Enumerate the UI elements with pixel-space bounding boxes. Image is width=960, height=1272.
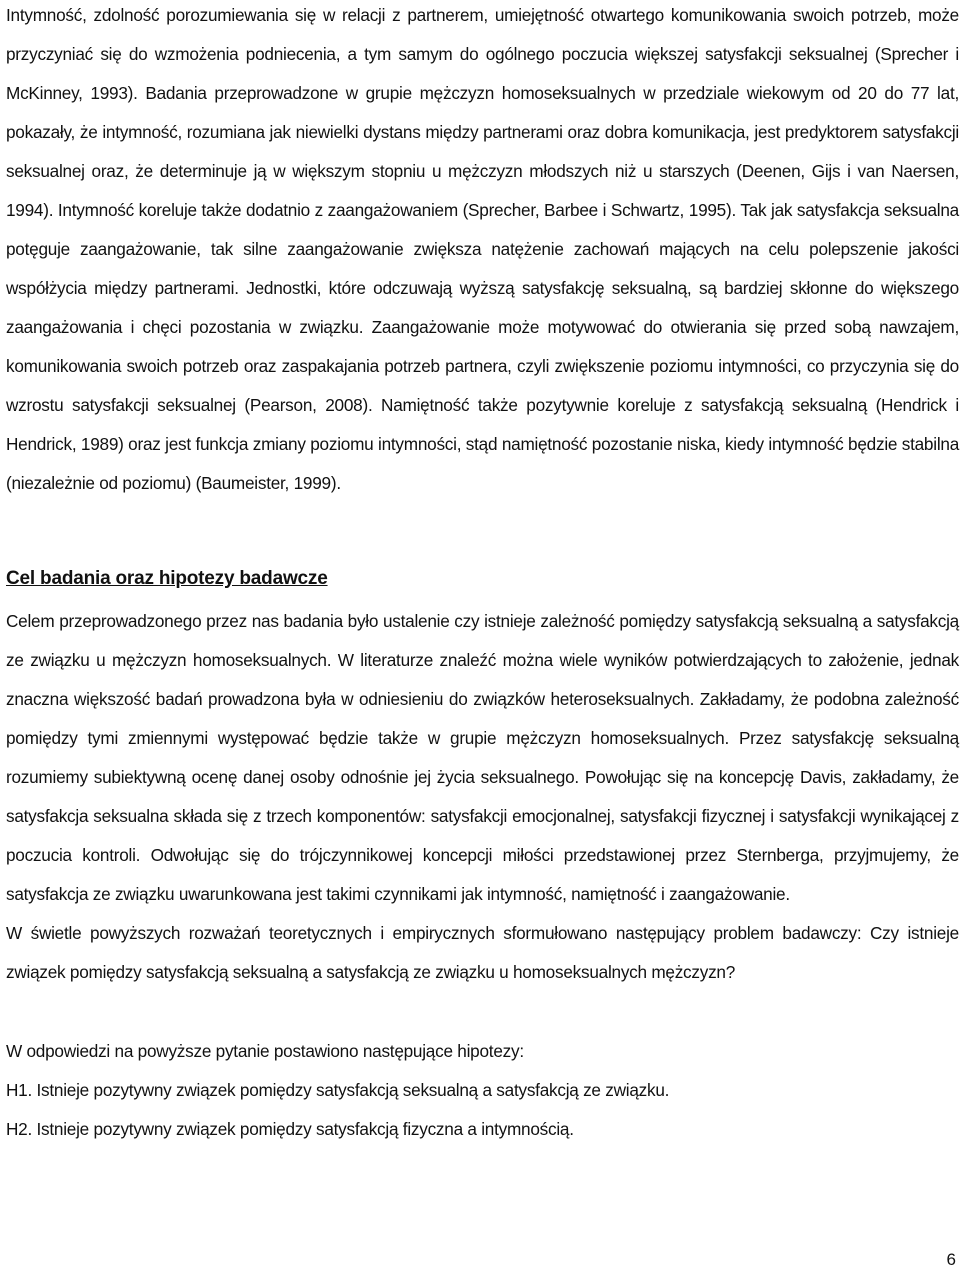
paragraph-intro: Intymność, zdolność porozumiewania się w relacji z partnerem, umiejętność otwartego komunikowania swoich potrzeb, może przyczyniać się do wzmożenia podniecenia, a tym samym do ogólnego poczucia większej satysfakcji seksualnej (Sprecher i McKinney, 1993). Badania przeprowadzone w grupie mężczyzn homoseksualnych w przedziale wiekowym od 20 do 77 lat, pokazały, że intymność, rozumiana jak niewielki dystans między partnerami oraz dobra komunikacja, jest predyktorem satysfakcji seksualnej oraz, że determinuje ją w większym stopniu u mężczyzn młodszych niż u starszych (Deenen, Gijs i van Naersen, 1994). Intymność koreluje także dodatnio z zaangażowaniem (Sprecher, Barbee i Schwartz, 1995). Tak jak satysfakcja seksualna potęguje zaangażowanie, tak silne zaangażowanie zwiększa natężenie zachowań mających na celu polepszenie jakości współżycia między partnerami. Jednostki, które odczuwają wyższą satysfakcję seksualną, są bardziej skłonne do większego zaangażowania i chęci pozostania w związku. Zaangażowanie może motywować do otwierania się przed sobą nawzajem, komunikowania swoich potrzeb oraz zaspakajania potrzeb partnera, czyli zwiększenie poziomu intymności, co przyczynia się do wzrostu satysfakcji seksualnej (Pearson, 2008). Namiętność także pozytywnie koreluje z satysfakcją seksualną (Hendrick i Hendrick, 1989) oraz jest funkcja zmiany poziomu intymności, stąd namiętność pozostanie niska, kiedy intymność będzie stabilna (niezależnie od poziomu) (Baumeister, 1999). [6, 5, 959, 493]
paragraph-problem: W świetle powyższych rozważań teoretycznych i empirycznych sformułowano następujący problem badawczy: Czy istnieje związek pomiędzy satysfakcją seksualną a satysfakcją ze związku u homoseksualnych mężczyzn? [6, 923, 959, 982]
page-number: 6 [946, 1250, 956, 1269]
hypotheses-intro: W odpowiedzi na powyższe pytanie postawiono następujące hipotezy: [6, 1041, 524, 1061]
section-heading: Cel badania oraz hipotezy badawcze [6, 568, 328, 589]
paragraph-goal: Celem przeprowadzonego przez nas badania było ustalenie czy istnieje zależność pomiędzy satysfakcją seksualną a satysfakcją ze związku u mężczyzn homoseksualnych. W literaturze znaleźć można wiele wyników potwierdzających to założenie, jednak znaczna większość badań prowadzona była w odniesieniu do związków heteroseksualnych. Zakładamy, że podobna zależność pomiędzy tymi zmiennymi występować będzie także w grupie mężczyzn homoseksualnych. Przez satysfakcję seksualną rozumiemy subiektywną ocenę danej osoby odnośnie jej życia seksualnego. Powołując się na koncepcję Davis, zakładamy, że satysfakcja seksualna składa się z trzech komponentów: satysfakcji emocjonalnej, satysfakcji fizycznej i satysfakcji wynikającej z poczucia kontroli. Odwołując się do trójczynnikowej koncepcji miłości przedstawionej przez Sternberga, przyjmujemy, że satysfakcja ze związku uwarunkowana jest takimi czynnikami jak intymność, namiętność i zaangażowanie. [6, 611, 959, 904]
spacer [6, 992, 959, 1032]
hypothesis-2: H2. Istnieje pozytywny związek pomiędzy satysfakcją fizyczna a intymnością. [6, 1119, 574, 1139]
document-page [6, 0, 959, 1149]
hypothesis-1: H1. Istnieje pozytywny związek pomiędzy satysfakcją seksualną a satysfakcją ze związku. [6, 1080, 670, 1100]
